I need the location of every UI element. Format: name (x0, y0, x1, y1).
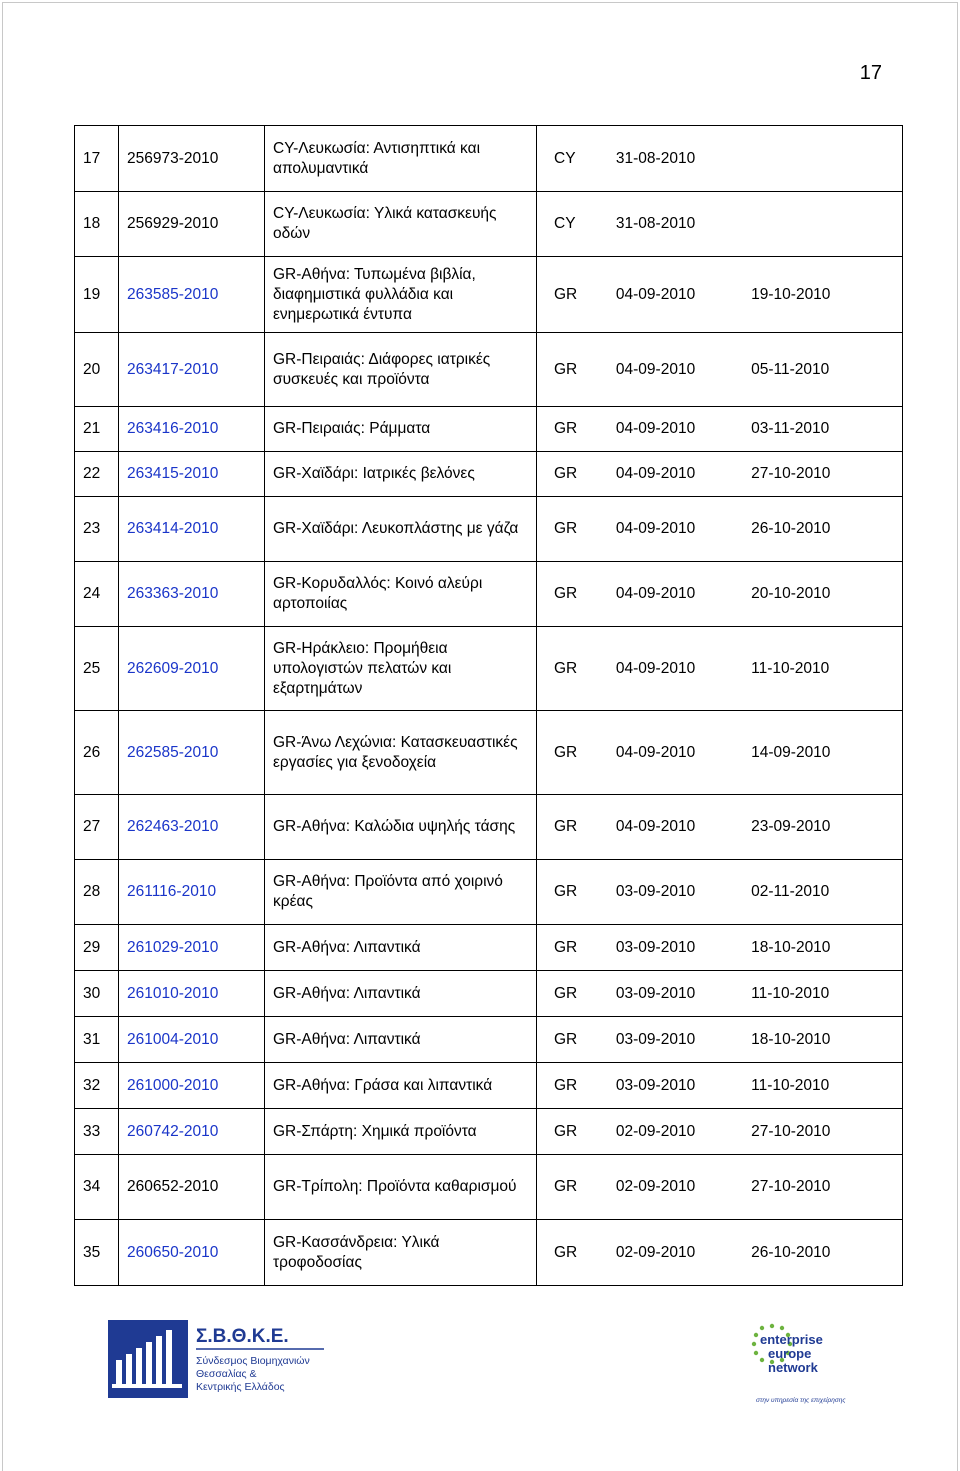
tender-description: GR-Αθήνα: Γράσα και λιπαντικά (265, 1063, 537, 1109)
een-line-1: enterprise (760, 1332, 823, 1347)
tender-details (537, 257, 903, 333)
deadline-date: 11-10-2010 (751, 984, 830, 1002)
publication-date: 03-09-2010 (615, 1030, 696, 1048)
page-border-right (957, 2, 958, 1471)
table-row (75, 971, 903, 1017)
tender-details (537, 1017, 903, 1063)
table-row (75, 627, 903, 711)
tender-table (74, 125, 903, 1286)
notice-id-link[interactable]: 263417-2010 (127, 360, 219, 378)
tender-details-row (545, 882, 894, 902)
country-code: GR (554, 585, 578, 602)
tender-description: GR-Χαϊδάρι: Ιατρικές βελόνες (265, 452, 537, 497)
table-row (75, 795, 903, 860)
notice-id-cell (119, 1220, 265, 1286)
tender-details (537, 333, 903, 407)
notice-id-cell (119, 860, 265, 925)
table-row (75, 192, 903, 257)
country-code: GR (554, 420, 578, 437)
table-row (75, 925, 903, 971)
row-number: 29 (75, 925, 119, 971)
notice-id-cell (119, 126, 265, 192)
notice-id-link[interactable]: 262585-2010 (127, 743, 219, 761)
publication-date: 03-09-2010 (615, 984, 696, 1002)
notice-id-cell (119, 795, 265, 860)
deadline-date: 02-11-2010 (751, 883, 830, 900)
table-row (75, 497, 903, 562)
notice-id-link[interactable]: 260650-2010 (127, 1243, 219, 1261)
tender-details (537, 192, 903, 257)
row-number: 17 (75, 126, 119, 192)
table-row (75, 1155, 903, 1220)
notice-id-cell (119, 562, 265, 627)
publication-date: 03-09-2010 (615, 1076, 696, 1094)
notice-id-cell (119, 627, 265, 711)
row-number: 35 (75, 1220, 119, 1286)
notice-id-cell (119, 497, 265, 562)
tender-details-row (545, 1243, 894, 1263)
notice-id-link[interactable]: 261029-2010 (127, 938, 219, 956)
deadline-date: 20-10-2010 (751, 585, 831, 602)
row-number: 33 (75, 1109, 119, 1155)
deadline-date: 19-10-2010 (751, 285, 831, 303)
tender-description: GR-Αθήνα: Καλώδια υψηλής τάσης (265, 795, 537, 860)
tender-details-row (545, 584, 894, 604)
notice-id-cell (119, 1155, 265, 1220)
tender-details (537, 126, 903, 192)
tender-description: GR-Πειραιάς: Διάφορες ιατρικές συσκευές και προϊόντα (265, 333, 537, 407)
notice-id-link[interactable]: 261000-2010 (127, 1076, 219, 1094)
row-number: 26 (75, 711, 119, 795)
table-row (75, 1063, 903, 1109)
table-row (75, 860, 903, 925)
publication-date: 04-09-2010 (615, 520, 696, 537)
notice-id-link[interactable]: 261004-2010 (127, 1030, 219, 1048)
country-code: CY (554, 215, 576, 232)
notice-id-cell (119, 452, 265, 497)
sbthke-logo (108, 1320, 328, 1398)
notice-id-link[interactable]: 260652-2010 (127, 1178, 219, 1195)
tender-details (537, 627, 903, 711)
country-code: GR (554, 520, 578, 537)
een-tagline: στην υπηρεσία της επιχείρησης (756, 1397, 846, 1404)
table-row (75, 1109, 903, 1155)
row-number: 20 (75, 333, 119, 407)
deadline-date: 18-10-2010 (751, 938, 831, 956)
notice-id-link[interactable]: 260742-2010 (127, 1122, 219, 1140)
tender-description: GR-Κασσάνδρεια: Υλικά τροφοδοσίας (265, 1220, 537, 1286)
table-row (75, 1017, 903, 1063)
country-code: GR (554, 743, 578, 761)
publication-date: 04-09-2010 (615, 818, 696, 835)
tender-details-row (545, 938, 894, 958)
tender-details-row (545, 519, 894, 539)
row-number: 34 (75, 1155, 119, 1220)
notice-id-cell (119, 1017, 265, 1063)
deadline-date: 27-10-2010 (751, 1178, 831, 1195)
table-row (75, 333, 903, 407)
tender-details (537, 562, 903, 627)
country-code: GR (554, 285, 578, 303)
row-number: 28 (75, 860, 119, 925)
deadline-date: 05-11-2010 (751, 360, 830, 378)
sbthke-line-2: Θεσσαλίας & (196, 1368, 257, 1380)
tender-details-row (545, 743, 894, 763)
row-number: 22 (75, 452, 119, 497)
country-code: GR (554, 1243, 578, 1261)
publication-date: 02-09-2010 (615, 1243, 696, 1261)
notice-id-link[interactable]: 262609-2010 (127, 659, 219, 677)
tender-details-row (545, 360, 894, 380)
notice-id-cell (119, 925, 265, 971)
country-code: GR (554, 883, 578, 900)
tender-description: GR-Σπάρτη: Χημικά προϊόντα (265, 1109, 537, 1155)
country-code: CY (554, 149, 576, 167)
deadline-date: 14-09-2010 (751, 743, 831, 761)
table-row (75, 452, 903, 497)
deadline-date: 26-10-2010 (751, 520, 831, 537)
tender-description: GR-Αθήνα: Λιπαντικά (265, 925, 537, 971)
tender-details-row (545, 659, 894, 679)
tender-details (537, 452, 903, 497)
tender-details (537, 497, 903, 562)
tender-details-row (545, 1122, 894, 1142)
deadline-date: 23-09-2010 (751, 818, 831, 835)
notice-id-cell (119, 257, 265, 333)
notice-id-link[interactable]: 262463-2010 (127, 818, 219, 835)
tender-details-row (545, 285, 894, 305)
tender-description: GR-Αθήνα: Λιπαντικά (265, 1017, 537, 1063)
country-code: GR (554, 818, 578, 835)
country-code: GR (554, 1076, 578, 1094)
notice-id-cell (119, 1109, 265, 1155)
notice-id-link[interactable]: 263585-2010 (127, 285, 219, 303)
tender-description: GR-Άνω Λεχώνια: Κατασκευαστικές εργασίες για ξενοδοχεία (265, 711, 537, 795)
row-number: 30 (75, 971, 119, 1017)
country-code: GR (554, 659, 578, 677)
tender-description: GR-Χαϊδάρι: Λευκοπλάστης με γάζα (265, 497, 537, 562)
table-row (75, 711, 903, 795)
country-code: GR (554, 938, 578, 956)
tender-details-row (545, 214, 894, 234)
page-number: 17 (859, 62, 882, 84)
notice-id-cell (119, 192, 265, 257)
tender-details (537, 407, 903, 452)
notice-id-link[interactable]: 256929-2010 (127, 215, 219, 232)
tender-details (537, 795, 903, 860)
tender-details-row (545, 817, 894, 837)
row-number: 25 (75, 627, 119, 711)
tender-details-row (545, 984, 894, 1004)
row-number: 19 (75, 257, 119, 333)
tender-details-row (545, 464, 894, 484)
publication-date: 02-09-2010 (615, 1122, 696, 1140)
tender-description: GR-Ηράκλειο: Προμήθεια υπολογιστών πελατών και εξαρτημάτων (265, 627, 537, 711)
deadline-date: 27-10-2010 (751, 465, 831, 482)
tender-description: GR-Πειραιάς: Ράμματα (265, 407, 537, 452)
table-row (75, 1220, 903, 1286)
row-number: 24 (75, 562, 119, 627)
tender-details (537, 925, 903, 971)
tender-details-row (545, 1177, 894, 1197)
row-number: 21 (75, 407, 119, 452)
tender-details (537, 1155, 903, 1220)
country-code: GR (554, 465, 578, 482)
een-line-2: europe (768, 1346, 812, 1361)
publication-date: 04-09-2010 (615, 585, 696, 602)
table-row (75, 562, 903, 627)
notice-id-link[interactable]: 263415-2010 (127, 465, 219, 482)
page-border-left (2, 2, 3, 1471)
country-code: GR (554, 360, 578, 378)
notice-id-link[interactable]: 256973-2010 (127, 149, 219, 167)
tender-description: GR-Αθήνα: Τυπωμένα βιβλία, διαφημιστικά φυλλάδια και ενημερωτικά έντυπα (265, 257, 537, 333)
deadline-date: 18-10-2010 (751, 1030, 831, 1048)
tender-description: GR-Αθήνα: Προϊόντα από χοιρινό κρέας (265, 860, 537, 925)
een-logo (738, 1318, 858, 1406)
publication-date: 04-09-2010 (615, 285, 696, 303)
publication-date: 04-09-2010 (615, 743, 696, 761)
row-number: 18 (75, 192, 119, 257)
tender-details (537, 1063, 903, 1109)
een-line-3: network (768, 1360, 818, 1375)
country-code: GR (554, 1030, 578, 1048)
tender-details-row (545, 149, 894, 169)
publication-date: 04-09-2010 (615, 360, 696, 378)
deadline-date: 11-10-2010 (751, 659, 830, 677)
publication-date: 31-08-2010 (615, 149, 696, 167)
notice-id-link[interactable]: 263416-2010 (127, 420, 219, 437)
table-row (75, 257, 903, 333)
notice-id-link[interactable]: 263414-2010 (127, 520, 219, 537)
tender-details (537, 860, 903, 925)
tender-description: GR-Αθήνα: Λιπαντικά (265, 971, 537, 1017)
table-row (75, 126, 903, 192)
notice-id-link[interactable]: 261116-2010 (127, 883, 217, 900)
country-code: GR (554, 1122, 578, 1140)
publication-date: 04-09-2010 (615, 659, 696, 677)
publication-date: 03-09-2010 (615, 883, 696, 900)
tender-details (537, 1220, 903, 1286)
tender-description: CY-Λευκωσία: Αντισηπτικά και απολυμαντικά (265, 126, 537, 192)
deadline-date: 03-11-2010 (751, 420, 830, 437)
notice-id-cell (119, 711, 265, 795)
notice-id-cell (119, 971, 265, 1017)
row-number: 31 (75, 1017, 119, 1063)
tender-details (537, 971, 903, 1017)
table-row (75, 407, 903, 452)
tender-details-row (545, 419, 894, 439)
country-code: GR (554, 984, 578, 1002)
notice-id-link[interactable]: 261010-2010 (127, 984, 219, 1002)
tender-details-row (545, 1030, 894, 1050)
deadline-date: 11-10-2010 (751, 1076, 830, 1094)
row-number: 32 (75, 1063, 119, 1109)
page-border-top (2, 2, 958, 3)
notice-id-cell (119, 333, 265, 407)
publication-date: 31-08-2010 (615, 215, 696, 232)
row-number: 23 (75, 497, 119, 562)
country-code: GR (554, 1178, 578, 1195)
tender-details (537, 1109, 903, 1155)
tender-description: GR-Κορυδαλλός: Κοινό αλεύρι αρτοποιίας (265, 562, 537, 627)
tender-description: CY-Λευκωσία: Υλικά κατασκευής οδών (265, 192, 537, 257)
deadline-date: 26-10-2010 (751, 1243, 831, 1261)
publication-date: 04-09-2010 (615, 465, 696, 482)
tender-details (537, 711, 903, 795)
sbthke-title: Σ.Β.Θ.Κ.Ε. (196, 1326, 289, 1347)
publication-date: 02-09-2010 (615, 1178, 696, 1195)
notice-id-cell (119, 407, 265, 452)
tender-description: GR-Τρίπολη: Προϊόντα καθαρισμού (265, 1155, 537, 1220)
sbthke-line-3: Κεντρικής Ελλάδος (196, 1381, 285, 1393)
deadline-date: 27-10-2010 (751, 1122, 831, 1140)
row-number: 27 (75, 795, 119, 860)
tender-details-row (545, 1076, 894, 1096)
notice-id-cell (119, 1063, 265, 1109)
sbthke-line-1: Σύνδεσμος Βιομηχανιών (196, 1355, 310, 1367)
notice-id-link[interactable]: 263363-2010 (127, 585, 219, 602)
publication-date: 03-09-2010 (615, 938, 696, 956)
publication-date: 04-09-2010 (615, 420, 696, 437)
